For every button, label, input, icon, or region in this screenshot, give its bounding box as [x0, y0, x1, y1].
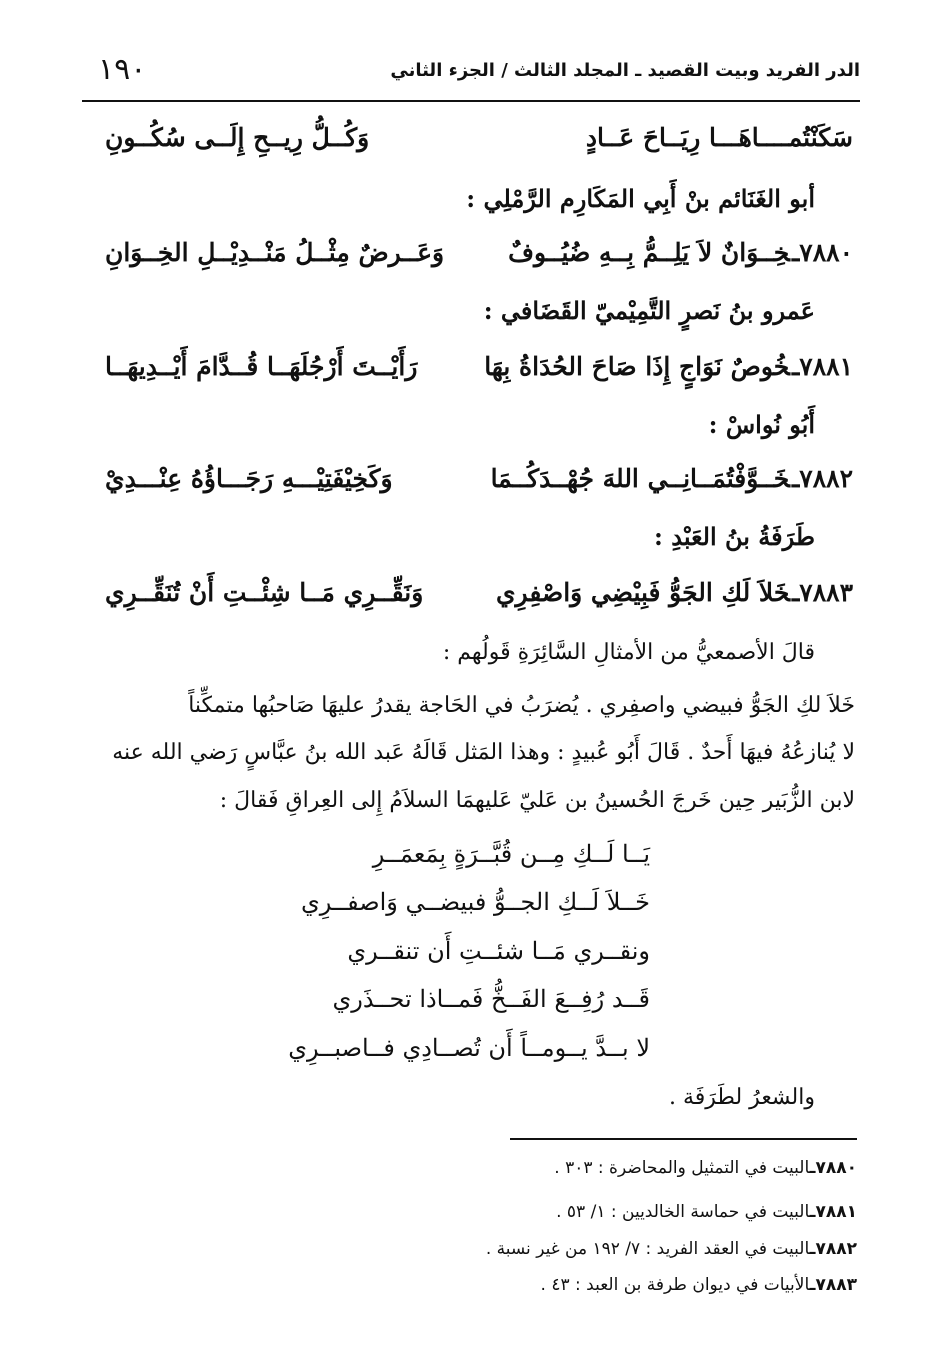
footnote: ٧٨٨٣ـالأبيات في ديوان طرفة بن العبد : ٤٣ . [540, 1275, 857, 1295]
header-rule [82, 100, 860, 102]
verse-number: ٧٨٨١ـ [791, 352, 853, 381]
poem-line: قَــد رُفِــعَ الفَــخُّ فَمــاذا تحــذَري [332, 985, 650, 1013]
poem-line: خَــلاَ لَــكِ الجــوُّ فبيضــي وَاصفــرِي [301, 888, 650, 916]
verse-first-hemistich: ٧٨٨٣ـخَلاَ لَكِ الجَوُّ فَبِيْضِي وَاصْفِرِي [495, 578, 853, 607]
verse-second-hemistich: وَكُــلُّ رِيــحِ إِلَــى سُكُــونِ [105, 123, 370, 152]
verse-first-hemistich: ٧٨٨٢ـخَــوَّفْتُمَــانِــي اللهَ جُهْــدَكُــمَا [490, 464, 853, 493]
footnote: ٧٨٨٠ـالبيت في التمثيل والمحاضرة : ٣٠٣ . [554, 1158, 857, 1178]
prose-line: لابن الزُّبَير حِين خَرجَ الحُسينُ بن عَليّ عَليهمَا السلاَمُ إِلى العِراقِ فَقالَ : [219, 788, 855, 813]
footnote: ٧٨٨٢ـالبيت في العقد الفريد : ٧/ ١٩٢ من غير نسبة . [485, 1239, 857, 1259]
poem-line: لا بــدَّ يــومــاً أَن تُصــادِي فــاصبــرِي [288, 1034, 650, 1062]
prose-line: لا يُنازعُهُ فيهَا أَحدٌ . قَالَ أَبُو عُبيدٍ : وهذا المَثل قَالَهُ عَبد الله بنُ عبَّاسٍ رَضي الله عنه [112, 740, 855, 765]
verse-second-hemistich: رَأَيْــتَ أَرْجُلَهَــا قُــدَّامَ أَيْــدِيهَــا [105, 352, 418, 381]
poet-name: أبو الغَنَائم بنْ أَبِي المَكَارِم الرَّمْلِي : [466, 184, 815, 213]
footnote-number: ٧٨٨١ـ [809, 1202, 857, 1222]
verse-line [105, 238, 853, 286]
verse-first-hemistich: ٧٨٨٠ـخِــوَانٌ لاَ يَلِــمُّ بِــهِ ضُيُــوفٌ [508, 238, 853, 267]
poet-name: طَرَفَةُ بنُ العَبْدِ : [654, 522, 815, 551]
verse-line [105, 123, 853, 171]
verse-second-hemistich: وَكَخِيْفَتِيْـــهِ رَجَـــاؤُهُ عِنْـــدِيْ [105, 464, 393, 493]
poet-name: عَمرو بنُ نَصرٍ التَّمِيْميّ القَضَافي : [483, 296, 815, 325]
verse-line [105, 352, 853, 400]
footnote-number: ٧٨٨٠ـ [809, 1158, 857, 1178]
footnote-number: ٧٨٨٢ـ [809, 1239, 857, 1259]
footnote-rule [510, 1138, 857, 1140]
page-number: ١٩٠ [98, 52, 147, 87]
prose-line: خَلاَ لكِ الجَوُّ فبيضي واصفِري . يُضرَبُ في الحَاجة يقدرُ عليهَا صَاحبُها متمكِّناً [188, 693, 855, 718]
verse-line [105, 464, 853, 512]
running-header-title: الدر الفريد وبيت القصيد ـ المجلد الثالث / الجزء الثاني [390, 60, 860, 81]
poet-name: أَبُو نُواسْ : [708, 410, 815, 439]
verse-line [105, 578, 853, 626]
verse-number: ٧٨٨٣ـ [791, 578, 853, 607]
footnote: ٧٨٨١ـالبيت في حماسة الخالديين : ١/ ٥٣ . [556, 1202, 857, 1222]
verse-number: ٧٨٨٠ـ [791, 238, 853, 267]
prose-line: قالَ الأصمعيُّ من الأمثالِ السَّائِرَةِ قَولُهم : [442, 640, 815, 665]
verse-first-hemistich: سَكَنْتُمــــاهَـــا رِيَــاحَ عَــادٍ [585, 123, 853, 152]
poem-line: ونقــري مَــا شئــتِ أَن تنقــري [347, 937, 650, 965]
attribution-line: والشعرُ لطَرَفَة . [669, 1085, 815, 1110]
footnote-number: ٧٨٨٣ـ [809, 1275, 857, 1295]
verse-second-hemistich: وَعَــرضٌ مِثْــلُ مَنْــدِيْــلِ الخِــوَانِ [105, 238, 445, 267]
verse-first-hemistich: ٧٨٨١ـخُوصٌ نَوَاجٍ إِذَا صَاحَ الحُدَاةُ بِهَا [484, 352, 853, 381]
verse-number: ٧٨٨٢ـ [791, 464, 853, 493]
verse-second-hemistich: وَنَقِّــرِي مَــا شِئْــتِ أَنْ تُنَقِّــرِي [105, 578, 424, 607]
poem-line: يَــا لَــكِ مِــن قُبَّــرَةٍ بِمَعمَــرِ [372, 840, 650, 868]
